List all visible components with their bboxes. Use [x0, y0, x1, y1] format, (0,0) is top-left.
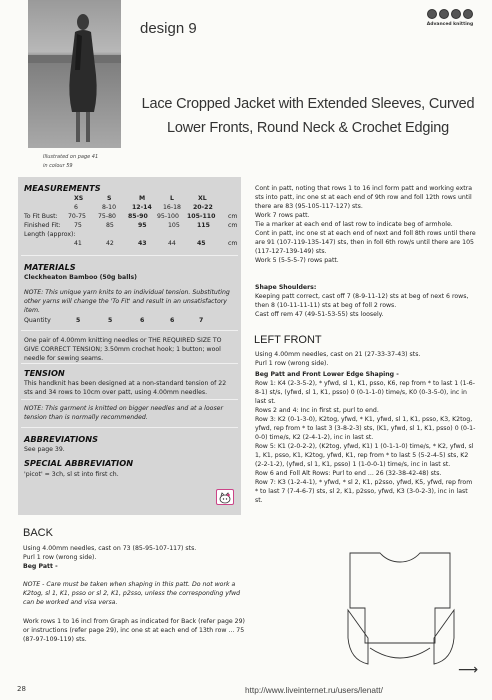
size-range: 16-18 — [163, 204, 181, 211]
bust-value: 95-100 — [157, 213, 179, 220]
bust-value: 105-110 — [187, 213, 216, 220]
special-abbreviation-text: 'picot' = 3ch, sl st into first ch. — [24, 471, 119, 478]
back-purl-row: Purl 1 row (wrong side). — [23, 554, 97, 561]
bust-value: 75-80 — [98, 213, 116, 220]
left-front-rows: Row 1: K4 (2-3-5-2), * yfwd, sl 1, K1, psso, K6, rep from * to last 1 (1-6-8-1) st/s, (yfwd, sl 1, K1, psso) 0 (0-1-1-0) time/s, K0 (0-3-5-0), inc in last st. Rows 2 and 4: Inc in first st, purl to end. Row 3: K2 (0-1-3-0), K2tog, yfwd, * K1, yfwd, sl 1, K1, psso, K3, K2tog, yfwd, rep from * to last 3 (3-8-2-3) sts, (K1, yfwd, sl 1, K1, psso) 0 (0-1-0-0) time/s, K2 (2-4-1-2), inc in last st. Row 5: K1 (2-0-2-2), (K2tog, yfwd, K1) 1 (0-1-1-0) time/s, * K2, yfwd, sl 1, K1, psso, K1, K2tog, yfwd, K1, rep from * to last 5 (5-2-4-5) sts, K2 (2-2-1-2), (yfwd, sl 1, K1, psso) 1 (1-0-0-1) time/s, inc in last st. Row 6 and Foll Alt Rows: Purl to end ... 26 (32-38-42-48) sts. Row 7: K3 (1-2-4-1), * yfwd, * sl 2, K1, p2sso, yfwd, K5, yfwd, rep from * to last 7 (7-4-6-7) sts, sl 2, K1, p2sso, yfwd, K3 (3-0-2-3), inc in last st. — [255, 380, 476, 504]
fit-value: 105 — [168, 222, 180, 229]
back-continued-text: Cont in patt, noting that rows 1 to 16 incl form patt and working extra sts into patt, inc one st at each end of 9th row and foll 12th rows until there are 83 (95-105-117-127) sts. Work 7 rows patt. Tie a marker at each end of last row to indicate beg of armhole. Cont in patt, inc one st at each end of next and foll 8th rows until there are 91 (107-119-135-147) sts, then in foll 6th row/s until there are 105 (117-127-139-149) sts. Work 5 (5-5-5-7) rows patt. — [255, 185, 476, 264]
left-front-heading: LEFT FRONT — [254, 334, 322, 346]
yarn-balls-icon — [417, 9, 483, 19]
page-number: 28 — [17, 685, 26, 693]
model-photo — [28, 0, 121, 148]
fit-value: 85 — [106, 222, 114, 229]
length-value: 41 — [74, 240, 82, 247]
left-front-intro: Using 4.00mm needles, cast on 21 (27-33-37-43) sts. Purl 1 row (wrong side). — [255, 351, 421, 367]
back-heading: BACK — [23, 527, 53, 539]
arrow-right-icon: ⟶ — [458, 662, 479, 678]
special-abbreviation-heading: SPECIAL ABBREVIATION — [24, 458, 134, 468]
title-line-2: Lower Fronts, Round Neck & Crochet Edging — [167, 120, 449, 136]
shape-shoulders-text: Keeping patt correct, cast off 7 (8-9-11-12) sts at beg of next 6 rows, then 8 (10-11-11-11) sts at beg of foll 2 rows. Cast off rem 47 (49-51-53-55) sts loosely. — [255, 293, 469, 318]
yarn-text: Cleckheaton Bamboo (50g balls) — [24, 274, 137, 281]
size-range: 8-10 — [102, 204, 117, 211]
fit-value: 95 — [138, 222, 147, 229]
beg-patt-heading: Beg Patt and Front Lower Edge Shaping - — [255, 371, 399, 378]
fit-value: 75 — [74, 222, 82, 229]
pattern-title — [128, 92, 488, 140]
quantity-value: 5 — [108, 317, 113, 324]
size-range: 6 — [74, 204, 78, 211]
brand-badge — [417, 9, 483, 27]
materials-heading: MATERIALS — [24, 262, 76, 272]
brand-text: Advanced knitting — [426, 22, 474, 27]
quantity-label: Quantity — [24, 317, 51, 324]
back-beg-patt: Beg Patt - — [23, 563, 58, 570]
fit-value: 115 — [197, 222, 210, 229]
garment-schematic — [340, 548, 462, 672]
unit-cm: cm — [228, 213, 238, 220]
divider — [21, 427, 238, 428]
length-value: 44 — [168, 240, 176, 247]
divider — [21, 255, 238, 256]
abbreviations-heading: ABBREVIATIONS — [24, 434, 98, 444]
illustrated-caption — [43, 153, 123, 171]
size-xl: XL — [198, 195, 207, 202]
source-url[interactable]: http://www.liveinternet.ru/users/lenatt/ — [245, 685, 383, 695]
divider — [21, 330, 238, 331]
size-range: 20-22 — [193, 204, 213, 211]
info-panel — [18, 177, 241, 515]
back-work-rows: Work rows 1 to 16 incl from Graph as indicated for Back (refer page 29) or instructions (refer page 29), inc one st at each end of 13th row ... 75 (87-97-109-119) sts. — [23, 618, 245, 643]
size-range: 12-14 — [132, 204, 152, 211]
quantity-value: 6 — [140, 317, 145, 324]
length-label: Length (approx): — [24, 231, 76, 238]
size-l: L — [170, 195, 174, 202]
abbreviations-text: See page 39. — [24, 446, 65, 453]
length-value: 43 — [138, 240, 147, 247]
illustrated-line-2: in colour 59 — [43, 163, 73, 169]
quantity-value: 7 — [199, 317, 204, 324]
bust-value: 70-75 — [68, 213, 86, 220]
quantity-value: 5 — [76, 317, 81, 324]
needles-text: One pair of 4.00mm knitting needles or THE REQUIRED SIZE TO GIVE CORRECT TENSION; 3.50mm crochet hook; 1 button; wool needle for sewing seams. — [24, 337, 222, 362]
shape-shoulders-heading: Shape Shoulders: — [255, 284, 317, 291]
design-label: design 9 — [140, 20, 197, 37]
unit-cm: cm — [228, 222, 238, 229]
materials-note: NOTE: This unique yarn knits to an individual tension. Substituting other yarns will change the 'To Fit' and result in an unsatisfactory item. — [24, 289, 230, 314]
length-value: 45 — [197, 240, 206, 247]
size-xs: XS — [74, 195, 84, 202]
cat-face-icon — [216, 489, 234, 505]
back-cast-on: Using 4.00mm needles, cast on 73 (85-95-107-117) sts. — [23, 545, 197, 552]
size-s: S — [107, 195, 112, 202]
divider — [21, 363, 238, 364]
back-note: NOTE - Care must be taken when shaping in this patt. Do not work a K2tog, sl 1, K1, psso or sl 2, K1, p2sso, unless the corresponding yfwd can be worked and visa versa. — [23, 581, 241, 606]
divider — [21, 399, 238, 400]
quantity-value: 6 — [170, 317, 175, 324]
bust-value: 85-90 — [128, 213, 148, 220]
illustrated-line-1: Illustrated on page 41 — [43, 154, 99, 160]
length-value: 42 — [106, 240, 114, 247]
unit-cm: cm — [228, 240, 238, 247]
finished-fit-label: Finished Fit: — [24, 222, 61, 229]
measurements-heading: MEASUREMENTS — [24, 183, 101, 193]
tension-note: NOTE: This garment is knitted on bigger needles and at a looser tension than is normally recommended. — [24, 405, 224, 421]
title-line-1: Lace Cropped Jacket with Extended Sleeves, Curved — [141, 96, 475, 112]
tension-heading: TENSION — [24, 368, 65, 378]
size-m: M — [139, 195, 146, 202]
tension-text: This handknit has been designed at a non-standard tension of 22 sts and 34 rows to 10cm over patt, using 4.00mm needles. — [24, 380, 227, 396]
to-fit-bust-label: To Fit Bust: — [24, 213, 58, 220]
